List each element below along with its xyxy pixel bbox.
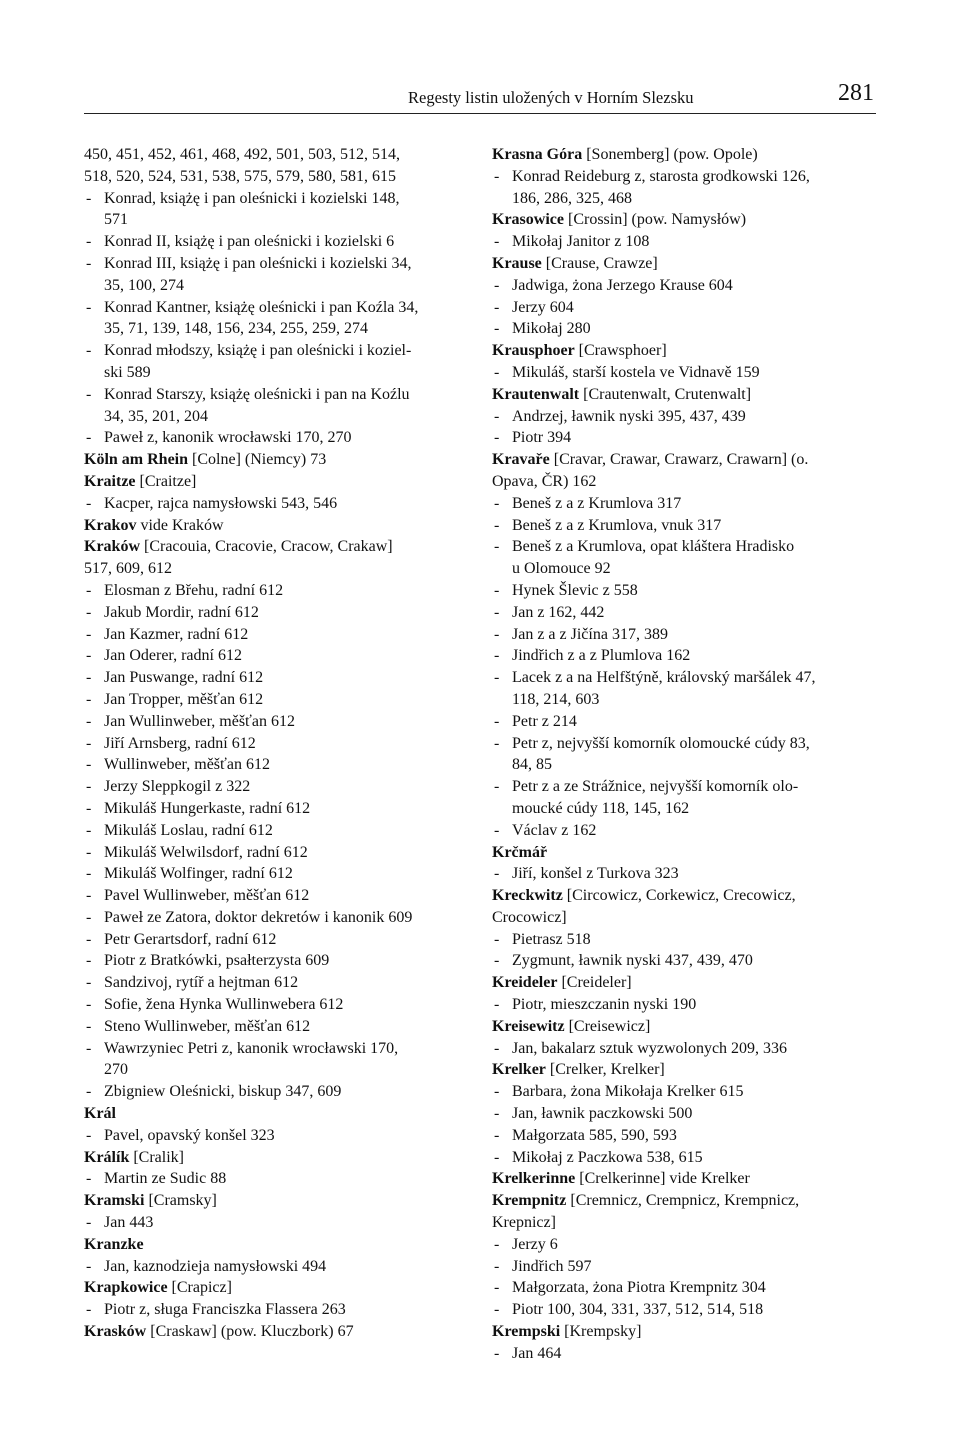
- index-subentry: - Konrad Starszy, książę oleśnicki i pan na Koźlu: [84, 384, 470, 406]
- entry-detail: [Craitze]: [135, 472, 197, 490]
- index-subentry: - Mikuláš Welwilsdorf, radní 612: [84, 842, 470, 864]
- entry-headword: Krautenwalt: [492, 385, 580, 403]
- index-subentry: - Piotr 394: [492, 427, 876, 449]
- subentry-continuation: 118, 214, 603: [512, 690, 600, 708]
- index-subentry: - Jan Kazmer, radní 612: [84, 624, 470, 646]
- index-subentry: - Jerzy 6: [492, 1234, 876, 1256]
- index-subentry: - Beneš z a Krumlova, opat kláštera Hradisko: [492, 536, 876, 558]
- entry-detail: [Cravar, Crawar, Crawarz, Crawarn] (o.: [549, 451, 809, 469]
- running-title: Regesty listin uložených v Horním Slezsku: [408, 88, 694, 107]
- entry-headword: Krčmář: [492, 843, 548, 861]
- index-entry: [84, 1103, 470, 1125]
- entry-headword: Krausphoer: [492, 342, 575, 360]
- index-entry: [84, 449, 470, 471]
- entry-headword: Krempnitz: [492, 1192, 567, 1210]
- entry-headword: Köln am Rhein: [84, 451, 189, 469]
- index-subentry: - Jakub Mordir, radní 612: [84, 602, 470, 624]
- index-entry: [492, 885, 876, 907]
- index-subentry: - Mikuláš, starší kostela ve Vidnavě 159: [492, 362, 876, 384]
- index-subentry: - Paweł z, kanonik wrocławski 170, 270: [84, 427, 470, 449]
- entry-headword: Kreideler: [492, 974, 558, 992]
- index-entry: [492, 340, 876, 362]
- index-entry: [84, 1147, 470, 1169]
- entry-headword: Kraitze: [84, 472, 136, 490]
- header-rule: [84, 113, 876, 114]
- index-entry: [492, 384, 876, 406]
- index-entry: [492, 1016, 876, 1038]
- index-subentry: - Mikołaj 280: [492, 318, 876, 340]
- index-subentry: - Małgorzata, żona Piotra Krempnitz 304: [492, 1277, 876, 1299]
- entry-continuation: Krepnicz]: [492, 1214, 556, 1232]
- entry-headword: Kraków: [84, 538, 140, 556]
- index-subentry: - Sofie, žena Hynka Wullinwebera 612: [84, 994, 470, 1016]
- entry-detail: [Sonemberg] (pow. Opole): [582, 146, 758, 163]
- index-subentry: - Jerzy Sleppkogil z 322: [84, 776, 470, 798]
- entry-detail: [Crelkerinne] vide Krelker: [575, 1170, 750, 1188]
- entry-continuation: 450, 451, 452, 461, 468, 492, 501, 503, 512, 514,: [84, 146, 400, 163]
- index-subentry: - Jindřich z a z Plumlova 162: [492, 645, 876, 667]
- index-subentry: - Jan Wullinweber, měšťan 612: [84, 711, 470, 733]
- index-subentry: - Pavel, opavský konšel 323: [84, 1125, 470, 1147]
- index-subentry: - Mikołaj z Paczkowa 538, 615: [492, 1147, 876, 1169]
- index-subentry: - Jan, kaznodzieja namysłowski 494: [84, 1256, 470, 1278]
- index-subentry: - Elosman z Břehu, radní 612: [84, 580, 470, 602]
- index-subentry: - Lacek z a na Helfštýně, královský maršálek 47,: [492, 667, 876, 689]
- index-entry: [492, 209, 876, 231]
- index-subentry: - Pavel Wullinweber, měšťan 612: [84, 885, 470, 907]
- index-subentry: - Beneš z a z Krumlova, vnuk 317: [492, 515, 876, 537]
- index-subentry: - Petr z, nejvyšší komorník olomoucké cúdy 83,: [492, 733, 876, 755]
- index-entry: [492, 253, 876, 275]
- subentry-continuation: 84, 85: [512, 756, 552, 774]
- index-subentry: - Małgorzata 585, 590, 593: [492, 1125, 876, 1147]
- subentry-continuation: 270: [104, 1061, 128, 1079]
- entry-detail: [Krempsky]: [560, 1323, 642, 1341]
- entry-detail: [Creisewicz]: [564, 1017, 651, 1035]
- index-subentry: - Konrad, książę i pan oleśnicki i kozielski 148,: [84, 188, 470, 210]
- index-subentry: - Steno Wullinweber, měšťan 612: [84, 1016, 470, 1038]
- entry-headword: Krelker: [492, 1061, 546, 1079]
- entry-headword: Král: [84, 1105, 116, 1123]
- index-column-left: [84, 144, 470, 1343]
- index-subentry: - Jindřich 597: [492, 1256, 876, 1278]
- index-subentry: - Jan, ławnik paczkowski 500: [492, 1103, 876, 1125]
- entry-headword: Krakov: [84, 516, 137, 534]
- index-subentry: - Jan 464: [492, 1343, 876, 1365]
- index-subentry: - Sandzivoj, rytíř a hejtman 612: [84, 972, 470, 994]
- entry-headword: Králík: [84, 1148, 130, 1166]
- index-subentry: - Konrad Reideburg z, starosta grodkowski 126,: [492, 166, 876, 188]
- entry-headword: Krapkowice: [84, 1279, 168, 1297]
- index-entry: [84, 1190, 470, 1212]
- index-subentry: - Zygmunt, ławnik nyski 437, 439, 470: [492, 950, 876, 972]
- entry-headword: Krelkerinne: [492, 1170, 576, 1188]
- entry-detail: [Crautenwalt, Crutenwalt]: [579, 385, 752, 403]
- entry-detail: [Cracouia, Cracovie, Cracow, Crakaw]: [140, 538, 393, 556]
- index-entry: [492, 144, 876, 166]
- index-subentry: - Pietrasz 518: [492, 929, 876, 951]
- entry-detail: [Cramsky]: [144, 1192, 217, 1210]
- index-subentry: - Jan z a z Jičína 317, 389: [492, 624, 876, 646]
- index-entry: [84, 1234, 470, 1256]
- entry-detail: [Crause, Crawze]: [541, 254, 658, 272]
- entry-detail: [Crapicz]: [167, 1279, 232, 1297]
- index-entry: [84, 1321, 470, 1343]
- index-subentry: - Jan z 162, 442: [492, 602, 876, 624]
- index-subentry: - Jadwiga, żona Jerzego Krause 604: [492, 275, 876, 297]
- index-subentry: - Jan Tropper, měšťan 612: [84, 689, 470, 711]
- entry-headword: Kranzke: [84, 1235, 144, 1253]
- subentry-continuation: ski 589: [104, 363, 151, 381]
- index-subentry: - Václav z 162: [492, 820, 876, 842]
- subentry-continuation: 35, 71, 139, 148, 156, 234, 255, 259, 274: [104, 320, 368, 338]
- index-entry: [492, 1059, 876, 1081]
- page-number: 281: [838, 80, 874, 106]
- index-subentry: - Konrad Kantner, książę oleśnicki i pan Koźla 34,: [84, 297, 470, 319]
- index-entry: [492, 972, 876, 994]
- index-subentry: - Jerzy 604: [492, 297, 876, 319]
- index-subentry: - Wullinweber, měšťan 612: [84, 754, 470, 776]
- entry-continuation: 517, 609, 612: [84, 560, 172, 578]
- index-subentry: - Konrad młodszy, książę i pan oleśnicki i koziel-: [84, 340, 470, 362]
- index-subentry: - Zbigniew Oleśnicki, biskup 347, 609: [84, 1081, 470, 1103]
- index-subentry: - Petr z 214: [492, 711, 876, 733]
- entry-headword: Kravaře: [492, 451, 550, 469]
- entry-detail: [Cremnicz, Crempnicz, Krempnicz,: [566, 1192, 800, 1210]
- index-entry: [492, 1168, 876, 1190]
- entry-headword: Krause: [492, 254, 542, 272]
- index-entry: [84, 515, 470, 537]
- entry-detail: [Colne] (Niemcy) 73: [188, 451, 327, 469]
- index-subentry: - Wawrzyniec Petri z, kanonik wrocławski 170,: [84, 1038, 470, 1060]
- index-subentry: - Mikołaj Janitor z 108: [492, 231, 876, 253]
- entry-headword: Kramski: [84, 1192, 145, 1210]
- index-subentry: - Barbara, żona Mikołaja Krelker 615: [492, 1081, 876, 1103]
- subentry-continuation: 571: [104, 211, 128, 229]
- index-entry: [84, 536, 470, 558]
- subentry-continuation: 35, 100, 274: [104, 276, 184, 294]
- index-subentry: - Piotr z Bratkówki, psałterzysta 609: [84, 950, 470, 972]
- index-entry: [84, 1277, 470, 1299]
- index-subentry: - Paweł ze Zatora, doktor dekretów i kanonik 609: [84, 907, 470, 929]
- subentry-continuation: 34, 35, 201, 204: [104, 407, 208, 425]
- index-entry: [492, 449, 876, 471]
- entry-headword: Kreckwitz: [492, 887, 563, 905]
- entry-detail: [Crelker, Krelker]: [545, 1061, 665, 1079]
- entry-detail: [Creideler]: [557, 974, 632, 992]
- entry-detail: vide Kraków: [136, 516, 224, 534]
- entry-detail: [Cralik]: [129, 1148, 184, 1166]
- entry-detail: [Crawsphoer]: [574, 342, 667, 360]
- index-column-right: [492, 144, 876, 1365]
- index-subentry: - Jiří Arnsberg, radní 612: [84, 733, 470, 755]
- index-entry: [84, 471, 470, 493]
- entry-headword: Krempski: [492, 1323, 561, 1341]
- page-header: [84, 80, 876, 114]
- entry-detail: [Craskaw] (pow. Kluczbork) 67: [146, 1323, 354, 1341]
- index-subentry: - Andrzej, ławnik nyski 395, 437, 439: [492, 406, 876, 428]
- index-entry: [492, 842, 876, 864]
- index-subentry: - Petr Gerartsdorf, radní 612: [84, 929, 470, 951]
- index-subentry: - Martin ze Sudic 88: [84, 1168, 470, 1190]
- index-subentry: - Jan Oderer, radní 612: [84, 645, 470, 667]
- index-subentry: - Beneš z a z Krumlova 317: [492, 493, 876, 515]
- entry-detail: [Circowicz, Corkewicz, Crecowicz,: [562, 887, 796, 905]
- subentry-continuation: u Olomouce 92: [512, 560, 611, 578]
- index-subentry: - Jan Puswange, radní 612: [84, 667, 470, 689]
- index-subentry: - Piotr z, sługa Franciszka Flassera 263: [84, 1299, 470, 1321]
- index-entry: [492, 1321, 876, 1343]
- index-subentry: - Konrad III, książę i pan oleśnicki i kozielski 34,: [84, 253, 470, 275]
- index-subentry: - Piotr, mieszczanin nyski 190: [492, 994, 876, 1016]
- index-subentry: - Kacper, rajca namysłowski 543, 546: [84, 493, 470, 515]
- entry-continuation: 518, 520, 524, 531, 538, 575, 579, 580, 581, 615: [84, 167, 396, 185]
- index-subentry: - Mikuláš Hungerkaste, radní 612: [84, 798, 470, 820]
- index-subentry: - Mikuláš Wolfinger, radní 612: [84, 863, 470, 885]
- index-subentry: - Konrad II, książę i pan oleśnicki i kozielski 6: [84, 231, 470, 253]
- index-subentry: - Piotr 100, 304, 331, 337, 512, 514, 518: [492, 1299, 876, 1321]
- subentry-continuation: moucké cúdy 118, 145, 162: [512, 799, 690, 817]
- entry-headword: Kreisewitz: [492, 1017, 565, 1035]
- entry-headword: Krasowice: [492, 211, 564, 229]
- entry-detail: [Crossin] (pow. Namysłów): [563, 211, 747, 229]
- index-subentry: - Hynek Šlevic z 558: [492, 580, 876, 602]
- index-subentry: - Jan, bakalarz sztuk wyzwolonych 209, 336: [492, 1038, 876, 1060]
- entry-continuation: Opava, ČR) 162: [492, 472, 597, 490]
- index-subentry: - Petr z a ze Strážnice, nejvyšší komorník olo-: [492, 776, 876, 798]
- entry-headword: Krasna Góra: [492, 146, 583, 163]
- index-entry: [492, 1190, 876, 1212]
- index-subentry: - Jiří, konšel z Turkova 323: [492, 863, 876, 885]
- entry-continuation: Crocowicz]: [492, 908, 567, 926]
- index-subentry: - Jan 443: [84, 1212, 470, 1234]
- subentry-continuation: 186, 286, 325, 468: [512, 189, 632, 207]
- entry-headword: Krasków: [84, 1323, 147, 1341]
- index-subentry: - Mikuláš Loslau, radní 612: [84, 820, 470, 842]
